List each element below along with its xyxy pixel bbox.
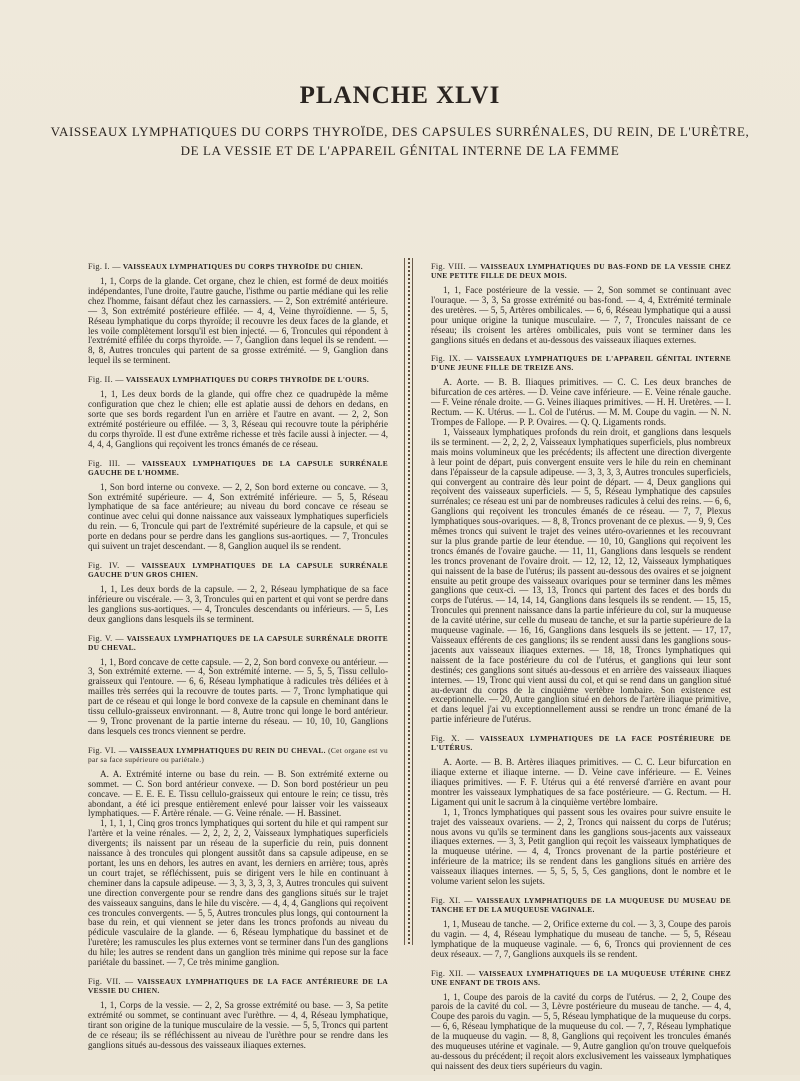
legend-paragraph: A. Aorte. — B. B. Iliaques primitives. — C. C. Les deux branches de bifurcation de ces artères. — D. Veine cave inférieure. — E. Veine rénale gauche. — F. Veine rénale droite. — G. Veines iliaques primitives. — H. H. Uretères. — I. Rectum. — K. Utérus. — L. Col de l'utérus. — M. M. Coupe du vagin. — N. N. Trompes de Fallope. — P. P. Ovaires. — Q. Q. Ligaments ronds. xyxy=(431,377,731,428)
legend-paragraph: 1, 1, Bord concave de cette capsule. — 2, 2, Son bord convexe ou antérieur. — 3, Son extrémité externe. — 4, Son extrémité interne. — 5, 5, 5, Tissu cellulo-graisseux qui l'entoure. — 6, 6, Réseau lymphatique à radicules très déliées et à mailles très serrées qui la recouvre de toutes parts. — 7, Tronc lymphatique qui part de ce réseau et qui longe le bord convexe de la capsule en cheminant dans le tissu cellulo-graisseux environnant. — 8, Autre tronc qui longe le bord antérieur. — 9, Tronc provenant de la partie interne du réseau. — 10, 10, 10, Ganglions dans lesquels ces troncs viennent se perdre. xyxy=(88,656,388,736)
figure-caption: VAISSEAUX LYMPHATIQUES DU CORPS THYROÏDE DU CHIEN. xyxy=(122,262,363,271)
figure-caption: VAISSEAUX LYMPHATIQUES DE LA MUQUEUSE UTÉRINE CHEZ UNE ENFANT DE TROIS ANS. xyxy=(431,968,731,987)
figure-heading xyxy=(88,459,388,477)
plate-subtitle xyxy=(40,122,760,160)
figure-note: (Cet organe est vu par sa face supérieure ou pariétale.) xyxy=(88,745,388,764)
figure-heading xyxy=(431,354,731,372)
figure-number: Fig. XII. — xyxy=(431,968,476,978)
figure-legend xyxy=(431,354,731,725)
figure-heading xyxy=(88,977,388,995)
subtitle-line-1: VAISSEAUX LYMPHATIQUES DU CORPS THYROÏDE, DES CAPSULES SURRÉNALES, DU REIN, DE L'URÈTRE, xyxy=(50,124,750,139)
left-column xyxy=(88,262,388,1059)
legend-paragraph: 1, 1, Corps de la vessie. — 2, 2, Sa grosse extrémité ou base. — 3, Sa petite extrémité ou sommet, se continuant avec l'urèthre. — 4, 4, Réseau lymphatique, tirant son origine de la tunique musculaire de la vessie. — 5, 5, Troncs qui partent de ce réseau; ils se réfléchissent au niveau de l'urèthre pour se rendre dans les ganglions situés au-dessous des vaisseaux iliaques externes. xyxy=(88,999,388,1050)
figure-legend xyxy=(88,459,388,552)
figure-legend xyxy=(88,977,388,1051)
legend-paragraph: A. A. Extrémité interne ou base du rein. — B. Son extrémité externe ou sommet. — C. Son bord antérieur convexe. — D. Son bord postérieur un peu concave. — E. E. E. E. Tissu cellulo-graisseux qui entoure le rein; ce tissu, très abondant, a été ici presque entièrement enlevé pour laisser voir les vaisseaux lymphatiques. — F. Artère rénale. — G. Veine rénale. — H. Bassinet. xyxy=(88,768,388,819)
figure-number: Fig. X. — xyxy=(431,734,475,744)
figure-number: Fig. III. — xyxy=(88,458,136,468)
figure-heading xyxy=(88,746,388,764)
legend-paragraph: 1, 1, Les deux bords de la glande, qui offre chez ce quadrupède la même configuration que chez le chien; elle est aplatie aussi de dehors en dedans, en sorte que ses bords regardent l'un en arrière et l'autre en avant. — 2, 2, Son extrémité postérieure ou effilée. — 3, 3, Réseau qui recouvre toute la périphérie du corps thyroïde. Il est d'une extrême richesse et très facile aussi à injecter. — 4, 4, 4, 4, Ganglions qui reçoivent les troncs émanés de ce réseau. xyxy=(88,389,388,449)
figure-caption: VAISSEAUX LYMPHATIQUES DU BAS-FOND DE LA VESSIE CHEZ UNE PETITE FILLE DE DEUX MOIS. xyxy=(431,262,731,280)
legend-paragraph: 1, 1, Corps de la glande. Cet organe, chez le chien, est formé de deux moitiés indépendantes, l'une droite, l'autre gauche, l'isthme ou partie médiane qui les relie chez l'homme, faisant défaut chez les carnassiers. — 2, Son extrémité antérieure. — 3, Son extrémité postérieure effilée. — 4, 4, Veine thyroïdienne. — 5, 5, Réseau lymphatique du corps thyroïde; il recouvre les deux faces de la glande, et les voile complètement lorsqu'il est bien injecté. — 6, Troncules qui répondent à l'extrémité effilée du corps thyroïde. — 7, Ganglion dans lequel ils se rendent. — 8, 8, Autres troncules qui partent de sa grosse extrémité. — 9, Ganglion dans lequel ils se terminent. xyxy=(88,276,388,366)
figure-legend xyxy=(88,375,388,449)
right-column xyxy=(431,262,731,1081)
figure-heading xyxy=(431,734,731,752)
figure-caption: VAISSEAUX LYMPHATIQUES DE LA MUQUEUSE DU MUSEAU DE TANCHE ET DE LA MUQUEUSE VAGINALE. xyxy=(431,895,732,914)
legend-paragraph: 1, 1, Coupe des parois de la cavité du corps de l'utérus. — 2, 2, Coupe des parois de la cavité du col. — 3, Lèvre postérieure du museau de tanche. — 4, 4, Coupe des parois du vagin. — 5, 5, Réseau lymphatique de la muqueuse du corps. — 6, 6, Réseau lymphatique de la muqueuse du col. — 7, 7, Réseau lymphatique de la muqueuse du vagin. — 8, 8, Ganglions qui reçoivent les troncules émanés des muqueuses utérine et vaginale. — 9, Autre ganglion qu'on trouve quelquefois au-dessous du précédent; il reçoit alors exclusivement les vaisseaux lymphatiques qui naissent des deux tiers supérieurs du vagin. xyxy=(431,991,731,1071)
figure-caption: VAISSEAUX LYMPHATIQUES DE LA FACE ANTÉRIEURE DE LA VESSIE DU CHIEN. xyxy=(88,976,388,995)
column-divider-ornament xyxy=(404,258,413,945)
figure-caption: VAISSEAUX LYMPHATIQUES DE L'APPAREIL GÉNITAL INTERNE D'UNE JEUNE FILLE DE TREIZE ANS. xyxy=(431,354,731,373)
legend-paragraph: 1, 1, Museau de tanche. — 2, Orifice externe du col. — 3, 3, Coupe des parois du vagin. — 4, 4, Réseau lymphatique du museau de tanche. — 5, 5, Réseau lymphatique de la muqueuse vaginale. — 6, 6, Troncs qui proviennent de ces deux réseaux. — 7, 7, Ganglions auxquels ils se rendent. xyxy=(431,918,731,959)
figure-heading xyxy=(88,561,388,579)
figure-caption: VAISSEAUX LYMPHATIQUES DE LA CAPSULE SURRÉNALE GAUCHE D'UN GROS CHIEN. xyxy=(88,560,388,579)
figure-legend xyxy=(88,561,388,625)
figure-heading xyxy=(88,375,388,384)
figure-legend xyxy=(431,969,731,1072)
figure-heading xyxy=(431,969,731,987)
figure-caption: VAISSEAUX LYMPHATIQUES DE LA CAPSULE SURRÉNALE GAUCHE DE L'HOMME. xyxy=(88,458,388,477)
legend-paragraph: 1, 1, Face postérieure de la vessie. — 2, Son sommet se continuant avec l'ouraque. — 3, 3, Sa grosse extrémité ou bas-fond. — 4, 4, Extrémité terminale des uretères. — 5, 5, Artères ombilicales. — 6, 6, Réseau lymphatique qui a aussi pour unique origine la tunique musculaire. — 7, 7, Troncules naissant de ce réseau; ils croisent les artères ombilicales, puis vont se terminer dans les ganglions situés en dedans et au-dessous des vaisseaux iliaques externes. xyxy=(431,285,731,345)
figure-number: Fig. VIII. — xyxy=(431,262,478,271)
figure-legend xyxy=(431,734,731,887)
subtitle-line-2: DE LA VESSIE ET DE L'APPAREIL GÉNITAL INTERNE DE LA FEMME xyxy=(180,143,620,158)
figure-heading xyxy=(88,262,388,271)
figure-caption: VAISSEAUX LYMPHATIQUES DE LA FACE POSTÉRIEURE DE L'UTÉRUS. xyxy=(431,734,731,753)
legend-paragraph: 1, 1, Troncs lymphatiques qui passent sous les ovaires pour suivre ensuite le trajet des vaisseaux ovariens. — 2, 2, Troncs qui naissent du corps de l'utérus; nous avons vu qu'ils se terminent dans les ganglions sous-jacents aux vaisseaux iliaques externes. — 3, 3, Petit ganglion qui reçoit les vaisseaux lymphatiques de la muqueuse utérine. — 4, 4, Troncs provenant de la partie postérieure et inférieure de la matrice; ils se rendent dans les ganglions situés en arrière des vaisseaux iliaques internes. — 5, 5, 5, 5, Ces ganglions, dont le nombre et le volume varient selon les sujets. xyxy=(431,806,731,887)
figure-number: Fig. IV. — xyxy=(88,560,135,570)
figure-heading xyxy=(431,262,731,280)
legend-paragraph: 1, Vaisseaux lymphatiques profonds du rein droit, et ganglions dans lesquels ils se terminent. — 2, 2, 2, 2, Vaisseaux lymphatiques superficiels, plus nombreux mais moins volumineux que les précédents; ils affectent une direction divergente à leur point de départ, puis convergent ensuite vers le hile du rein en cheminant dans l'épaisseur de la capsule adipeuse. — 3, 3, 3, 3, Autres troncules superficiels, qui convergent au contraire dès leur point de départ. — 4, Deux ganglions qui reçoivent des vaisseaux superficiels. — 5, 5, Réseau lymphatique des capsules surrénales; ce réseau est uni par de nombreuses radicules à celui des reins. — 6, 6, Ganglions qui reçoivent les troncules émanés de ce réseau. — 7, 7, Plexus lymphatiques sous-ovariques. — 8, 8, Troncs provenant de ce plexus. — 9, 9, Ces mêmes troncs qui suivent le trajet des veines utéro-ovariennes et les recouvrant sur la plus grande partie de leur étendue. — 10, 10, Ganglions qui reçoivent les troncs émanés de l'ovaire gauche. — 11, 11, Ganglions dans lesquels se rendent les troncs provenant de l'ovaire droit. — 12, 12, 12, 12, Vaisseaux lymphatiques qui naissent de la base de l'utérus; ils passent au-dessous des ovaires et se joignent ensuite au petit groupe des vaisseaux ovariques pour se terminer dans les mêmes ganglions que ceux-ci. — 13, 13, Troncs qui partent des faces et des bords du corps de l'utérus. — 14, 14, 14, Ganglions dans lesquels ils se rendent. — 15, 15, Troncules qui prennent naissance dans la partie inférieure du col, sur la muqueuse de la cavité utérine, sur celle du museau de tanche, et sur la partie supérieure de la muqueuse vaginale. — 16, 16, Ganglions dans lesquels ils se jettent. — 17, 17, Vaisseaux efférents de ces ganglions; ils se rendent aussi dans les ganglions sous-jacents aux vaisseaux iliaques externes. — 18, 18, Troncs lymphatiques qui naissent de la face postérieure du col de l'utérus, et ganglions qui leur sont destinés; ces ganglions sont situés au-dessous et en arrière des vaisseaux iliaques internes. — 19, Tronc qui vient aussi du col, et qui se rend dans un ganglion situé au-devant du corps de la cinquième vertèbre lombaire. Son existence est exceptionnelle. — 20, Autre ganglion situé en dehors de l'artère iliaque primitive, et dans lequel j'ai vu exceptionnellement aussi se rendre un tronc émané de la partie inférieure de l'utérus. xyxy=(431,426,731,725)
figure-caption: VAISSEAUX LYMPHATIQUES DE LA CAPSULE SURRÉNALE DROITE DU CHEVAL. xyxy=(88,633,388,652)
figure-number: Fig. V. — xyxy=(88,633,124,643)
figure-heading xyxy=(431,896,731,914)
figure-number: Fig. I. — xyxy=(88,262,121,271)
figure-legend xyxy=(88,634,388,737)
legend-paragraph: A. Aorte. — B. B. Artères iliaques primitives. — C. C. Leur bifurcation en iliaque externe et iliaque interne. — D. Veine cave inférieure. — E. Veines iliaques primitives. — F. F. Utérus qui a été renversé d'arrière en avant pour montrer les vaisseaux lymphatiques de sa face postérieure. — G. Rectum. — H. Ligament qui unit le sacrum à la cinquième vertèbre lombaire. xyxy=(431,757,731,807)
figure-legend xyxy=(88,262,388,366)
figure-caption: VAISSEAUX LYMPHATIQUES DU CORPS THYROÏDE DE L'OURS. xyxy=(125,375,370,385)
legend-paragraph: 1, Son bord interne ou convexe. — 2, 2, Son bord externe ou concave. — 3, Son extrémité supérieure. — 4, Son extrémité inférieure. — 5, 5, Réseau lymphatique de sa face antérieure; au niveau du bord concave ce réseau se continue avec celui qui donne naissance aux vaisseaux lymphatiques superficiels du rein. — 6, Troncule qui part de l'extrémité supérieure de la capsule, et qui se porte en dedans pour se perdre dans les ganglions sus-aortiques. — 7, Troncules qui suivent un trajet descendant. — 8, Ganglion auquel ils se rendent. xyxy=(88,481,388,552)
figure-caption: VAISSEAUX LYMPHATIQUES DU REIN DU CHEVAL. xyxy=(129,745,326,755)
figure-number: Fig. VI. — xyxy=(88,745,128,755)
figure-number: Fig. XI. — xyxy=(431,895,473,905)
figure-number: Fig. IX. — xyxy=(431,354,473,364)
figure-legend xyxy=(431,262,731,345)
figure-legend xyxy=(88,746,388,968)
figure-number: Fig. II. — xyxy=(88,375,124,385)
figure-legend xyxy=(431,896,731,960)
legend-paragraph: 1, 1, 1, 1, Cinq gros troncs lymphatiques qui sortent du hile et qui rampent sur l'artère et la veine rénales. — 2, 2, 2, 2, 2, Vaisseaux lymphatiques superficiels divergents; ils naissent par un réseau de la superficie du rein, puis donnent naissance à des troncules qui plongent aussitôt dans sa capsule adipeuse, en se portant, les uns en dehors, les autres en avant, les derniers en arrière; tous, après un court trajet, se réfléchissent, puis se dirigent vers le hile en continuant à cheminer dans la capsule adipeuse. — 3, 3, 3, 3, 3, 3, Autres troncules qui suivent une direction convergente pour se rendre dans des ganglions situés sur le trajet des vaisseaux sanguins, dans le hile du viscère. — 4, 4, 4, Ganglions qui reçoivent ces troncules convergents. — 5, 5, Autres troncules plus longs, qui contournent la base du rein, et qui viennent se jeter dans les troncs profonds au niveau du pédicule vasculaire de la glande. — 6, Réseau lymphatique du bassinet et de l'uretère; les ramuscules les plus externes vont se terminer dans l'un des ganglions du hile; les autres se rendent dans un ganglion très minime qui repose sur la face pariétale du bassinet. — 7, Ce très minime ganglion. xyxy=(88,818,388,968)
figure-heading xyxy=(88,634,388,652)
legend-paragraph: 1, 1, Les deux bords de la capsule. — 2, 2, Réseau lymphatique de sa face inférieure ou viscérale. — 3, 3, Troncules qui en partent et qui vont se perdre dans les ganglions sus-aortiques. — 4, Troncules descendants ou inférieurs. — 5, Les deux ganglions dans lesquels ils se terminent. xyxy=(88,583,388,624)
plate-title: PLANCHE XLVI xyxy=(299,82,501,109)
figure-number: Fig. VII. — xyxy=(88,976,134,986)
